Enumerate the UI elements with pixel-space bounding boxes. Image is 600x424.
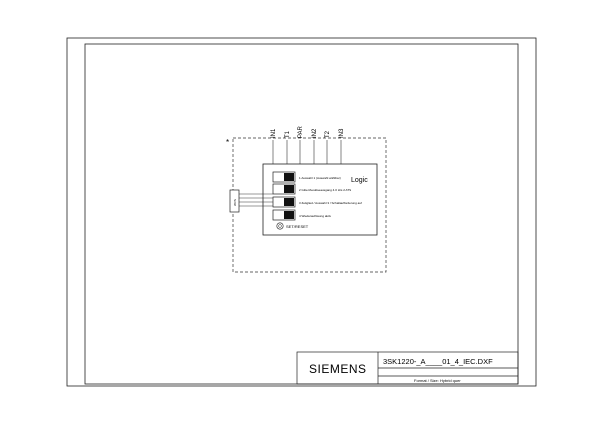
- pin-label-par: PAR: [298, 126, 304, 138]
- pin-label-t2: T2: [325, 130, 331, 138]
- pin-labels: [271, 125, 345, 138]
- dip-switch-4: [273, 210, 332, 220]
- switch-1-text: 1 Auswahl 1 (Auswahl wählbar): [299, 176, 341, 180]
- connector-wires: [239, 194, 273, 206]
- pin-label-in2: IN2: [312, 128, 318, 138]
- dip-switch-2: [273, 184, 351, 194]
- pin-label-in1: IN1: [271, 128, 277, 138]
- star-mark: *: [226, 138, 230, 147]
- switch-2-text: 2 Gitter/Auslöseausgang 4.0 Hrs 2 ATS: [299, 188, 352, 192]
- pin-lines: [273, 140, 341, 164]
- switch-3-text: 3 Zeitglied / Auswahl 3 / Schaltaufforderung auf: [299, 201, 362, 205]
- dip-switch-3: [273, 197, 362, 207]
- brand-label: SIEMENS: [309, 362, 367, 376]
- format-size: Format / Size: Hybrid quer: [414, 378, 461, 383]
- file-name: 3SK1220-_A____01_4_IEC.DXF: [383, 357, 493, 366]
- device-outline: [233, 138, 386, 272]
- pin-label-in3: IN3: [339, 128, 345, 138]
- outer-frame: [67, 38, 536, 386]
- connector-label: WVS: [233, 199, 237, 206]
- reset-label: SET/RESET: [286, 224, 309, 229]
- reset-button-icon: [277, 223, 283, 229]
- dip-switch-1: [273, 172, 341, 182]
- switch-4-text: 4 Wiederauflösung aktiv: [299, 214, 332, 218]
- logic-label: Logic: [351, 177, 368, 184]
- pin-label-t1: T1: [285, 130, 291, 138]
